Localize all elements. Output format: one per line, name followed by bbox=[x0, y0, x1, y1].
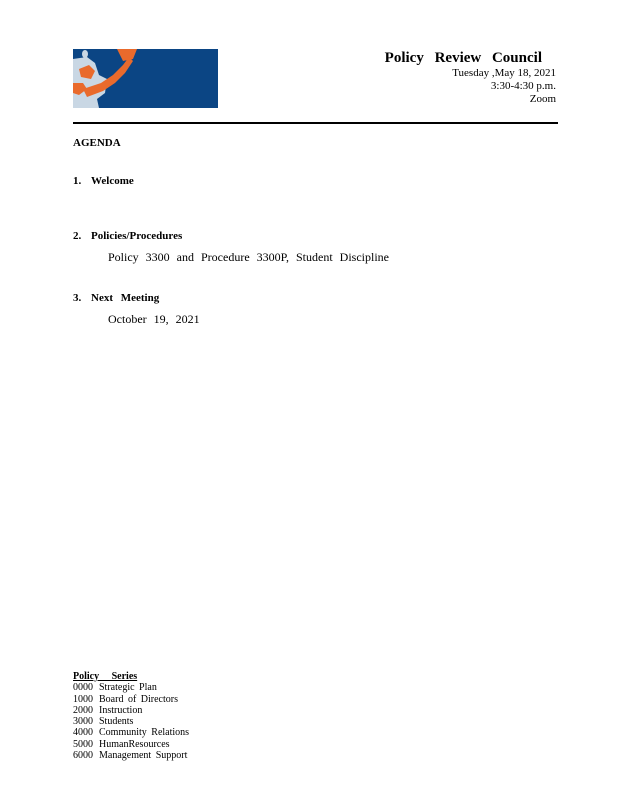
item-number: 3. bbox=[73, 292, 82, 304]
series-label: HumanResources bbox=[99, 738, 170, 750]
series-code: 0000 bbox=[73, 682, 93, 694]
series-label: Management Support bbox=[99, 750, 188, 762]
policy-series-row bbox=[73, 750, 189, 761]
series-code: 4000 bbox=[73, 727, 93, 739]
item-heading: Welcome bbox=[91, 175, 134, 187]
agenda-item-policies bbox=[73, 230, 182, 242]
item-heading: Policies/Procedures bbox=[91, 230, 183, 242]
agenda-bullet-policy-3300 bbox=[90, 250, 389, 265]
header-divider bbox=[73, 122, 558, 124]
series-label: Board of Directors bbox=[99, 693, 178, 705]
series-label: Strategic Plan bbox=[99, 682, 157, 694]
bullet-text: Policy 3300 and Procedure 3300P, Student Discipline bbox=[108, 250, 389, 264]
item-heading: Next Meeting bbox=[91, 292, 160, 304]
council-title: Policy Review Council bbox=[384, 50, 542, 66]
agenda-title: AGENDA bbox=[73, 137, 121, 149]
policy-series-row bbox=[73, 694, 189, 705]
meeting-header bbox=[385, 50, 556, 105]
meeting-time: 3:30-4:30 p.m. bbox=[490, 79, 556, 92]
meeting-location: Zoom bbox=[529, 92, 556, 105]
policy-series-row bbox=[73, 739, 189, 750]
agenda-item-next-meeting bbox=[73, 292, 159, 304]
policy-series-title: Policy Series bbox=[73, 671, 138, 682]
series-label: Community Relations bbox=[99, 727, 190, 739]
policy-series-row bbox=[73, 727, 189, 738]
series-code: 3000 bbox=[73, 716, 93, 728]
series-code: 2000 bbox=[73, 704, 93, 716]
policy-series-row bbox=[73, 682, 189, 693]
series-label: Instruction bbox=[99, 704, 143, 716]
series-code: 5000 bbox=[73, 738, 93, 750]
series-code: 6000 bbox=[73, 750, 93, 762]
organization-logo bbox=[73, 49, 218, 108]
series-label: Students bbox=[99, 716, 134, 728]
policy-series-row bbox=[73, 716, 189, 727]
agenda-bullet-next-date bbox=[90, 312, 200, 327]
meeting-date: Tuesday ,May 18, 2021 bbox=[452, 67, 556, 80]
series-code: 1000 bbox=[73, 693, 93, 705]
policy-series-row bbox=[73, 705, 189, 716]
item-number: 2. bbox=[73, 230, 82, 242]
policy-series-legend bbox=[73, 671, 189, 761]
bullet-text: October 19, 2021 bbox=[108, 312, 200, 326]
item-number: 1. bbox=[73, 175, 82, 187]
agenda-item-welcome bbox=[73, 175, 134, 187]
